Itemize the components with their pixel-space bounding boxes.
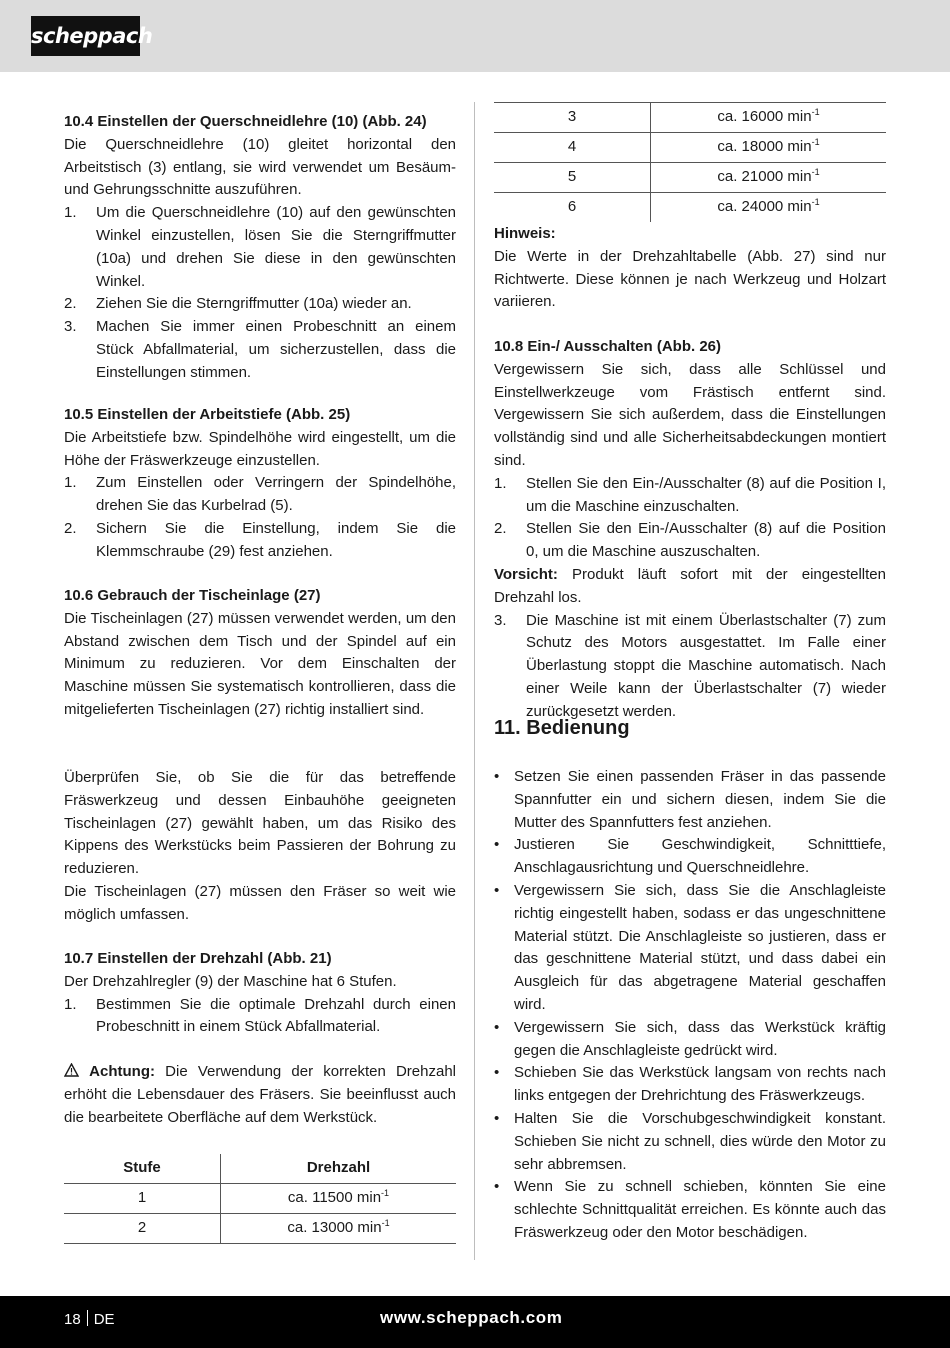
speed-cell: ca. 11500 $\min^{-1}$: [287, 1188, 390, 1207]
table-row: [494, 133, 886, 163]
section-10-8-title: 10.8 Ein-/ Ausschalten (Abb. 26): [494, 338, 721, 355]
section-10-7-title: 10.7 Einstellen der Drehzahl (Abb. 21): [64, 950, 332, 967]
warning-label: Achtung:: [89, 1063, 155, 1080]
section-10-7: [64, 948, 456, 1039]
section-10-6: [64, 585, 456, 722]
page-number: 18 DE: [64, 1311, 115, 1328]
section-10-6-cont: [64, 767, 456, 927]
list-item: 3. Machen Sie immer einen Probeschnitt an einem Stück Abfallmaterial, um sicherzustellen, dass die Einstellungen stimmen.: [64, 318, 456, 381]
warning-triangle-icon: [64, 1063, 79, 1077]
speed-table-right: [494, 102, 886, 222]
footer-bar: [0, 1296, 950, 1348]
section-11-title: 11. Bedienung: [494, 717, 630, 739]
table-row: [494, 103, 886, 133]
list-item: • Justieren Sie Geschwindigkeit, Schnitttiefe, Anschlagausrichtung und Querschneidlehre.: [494, 836, 886, 877]
list-item: 2. Ziehen Sie die Sterngriffmutter (10a) wieder an.: [64, 295, 412, 313]
list-item: • Halten Sie die Vorschubgeschwindigkeit konstant. Schieben Sie nicht zu schnell, dies würde den Motor zu sehr abbremsen.: [494, 1109, 886, 1173]
stufe-cell: 6: [494, 193, 651, 223]
hinweis-label: Hinweis:: [494, 225, 556, 242]
speed-cell: ca. 24000 $\min^{-1}$: [717, 197, 820, 216]
caution-label: Vorsicht:: [494, 565, 558, 583]
table-row: [64, 1214, 456, 1244]
warning-note: [64, 1061, 456, 1129]
list-item: • Wenn Sie zu schnell schieben, könnten Sie eine schlechte Schnittqualität erreichen. Es könnte auch das Fräswerkzeug oder den Motor beschädigen.: [494, 1178, 886, 1241]
warning-text: Die Verwendung der korrekten Drehzahl erhöht die Lebensdauer des Fräsers. Sie beeinflusst auch die bearbeitete Oberfläche auf dem Werkstück.: [64, 1063, 456, 1126]
list-item: 1. Zum Einstellen oder Verringern der Spindelhöhe, drehen Sie das Kurbelrad (5).: [64, 474, 456, 515]
list-item: 1. Stellen Sie den Ein-/Ausschalter (8) auf die Position I, um die Maschine einzuschalten.: [494, 474, 886, 515]
list-item: 2. Sichern Sie die Einstellung, indem Sie die Klemmschraube (29) fest anziehen.: [64, 519, 456, 560]
stufe-cell: 3: [494, 103, 651, 133]
table-header-stufe: Stufe: [64, 1154, 221, 1184]
section-10-6-paragraph-3: Die Tischeinlagen (27) müssen den Fräser so weit wie möglich umfassen.: [64, 882, 456, 923]
list-item: • Setzen Sie einen passenden Fräser in das passende Spannfutter ein und sichern diesen, indem Sie die Mutter des Spannfutters fest anziehen.: [494, 768, 886, 831]
section-10-6-title: 10.6 Gebrauch der Tischeinlage (27): [64, 587, 321, 604]
table-row: [494, 163, 886, 193]
list-item: • Schieben Sie das Werkstück langsam von rechts nach links entgegen der Drehrichtung des Fräswerkzeugs.: [494, 1064, 886, 1105]
list-item: 1. Bestimmen Sie die optimale Drehzahl durch einen Probeschnitt in einem Stück Abfallmaterial.: [64, 995, 456, 1036]
section-10-8: [494, 336, 886, 724]
section-10-4: [64, 111, 456, 385]
scheppach-logo: scheppach: [31, 16, 140, 56]
footer-separator: [87, 1310, 88, 1326]
section-10-5-intro: Die Arbeitstiefe bzw. Spindelhöhe wird eingestellt, um die Höhe der Fräswerkzeuge einzustellen.: [64, 428, 456, 469]
stufe-cell: 1: [64, 1184, 221, 1214]
section-10-6-paragraph-1: Die Tischeinlagen (27) müssen verwendet werden, um den Abstand zwischen dem Tisch und der Spindel auf ein Minimum zu reduzieren. Vor dem Einschalten der Maschine müssen Sie systematisch kontrollieren, dass die mitgelieferten Tischeinlagen (27) richtig installiert sind.: [64, 609, 456, 718]
speed-cell: ca. 21000 $\min^{-1}$: [717, 167, 820, 186]
website-link[interactable]: www.scheppach.com: [380, 1308, 563, 1327]
hinweis-note: [494, 223, 886, 314]
section-10-8-intro: Vergewissern Sie sich, dass alle Schlüssel und Einstellwerkzeuge vom Frästisch entfernt sind. Vergewissern Sie sich außerdem, dass die Einstellungen vollständig sind und alle Sicherheitsabdeckungen montiert sind.: [494, 360, 886, 469]
list-item: • Vergewissern Sie sich, dass Sie die Anschlagleiste richtig eingestellt haben, sodass er das ungeschnittene Material stützt. Die Anschlagleiste so justieren, dass er das geschnittene Material stützt, und dass dabei ein Ausgleich für das abgetragene Material geschaffen wird.: [494, 881, 886, 1013]
stufe-cell: 4: [494, 133, 651, 163]
table-row: [494, 193, 886, 223]
caution-note: Vorsicht: Produkt läuft sofort mit der eingestellten Drehzahl los.: [494, 565, 886, 606]
section-10-5-title: 10.5 Einstellen der Arbeitstiefe (Abb. 25): [64, 406, 351, 423]
list-item: • Vergewissern Sie sich, dass das Werkstück kräftig gegen die Anschlagleiste gedrückt wird.: [494, 1018, 886, 1059]
list-item: 2. Stellen Sie den Ein-/Ausschalter (8) auf die Position 0, um die Maschine auszuschalten.: [494, 520, 886, 561]
speed-table-left: [64, 1154, 456, 1244]
section-10-4-title: 10.4 Einstellen der Querschneidlehre (10) (Abb. 24): [64, 113, 427, 130]
stufe-cell: 5: [494, 163, 651, 193]
speed-cell: ca. 18000 $\min^{-1}$: [717, 137, 820, 156]
header-bar: [0, 0, 950, 72]
section-10-4-intro: Die Querschneidlehre (10) gleitet horizontal den Arbeitstisch (3) entlang, sie wird verwendet um Besäum- und Gehrungsschnitte auszuführen.: [64, 135, 456, 199]
list-item: 3. Die Maschine ist mit einem Überlastschalter (7) zum Schutz des Motors ausgestattet. Im Falle einer Überlastung stoppt die Maschine automatisch. Nach einer Weile kann der Überlastschalter (7) wieder zurückgesetzt werden.: [494, 611, 886, 720]
section-10-7-intro: Der Drehzahlregler (9) der Maschine hat 6 Stufen.: [64, 972, 397, 990]
section-10-6-paragraph-2: Überprüfen Sie, ob Sie die für das betreffende Fräswerkzeug und dessen Einbauhöhe geeigneten Tischeinlagen (27) gewählt haben, um das Risiko des Kippens des Werkstücks beim Passieren der Bohrung zu reduzieren.: [64, 769, 456, 878]
speed-cell: ca. 16000 $\min^{-1}$: [717, 107, 820, 126]
stufe-cell: 2: [64, 1214, 221, 1244]
hinweis-text: Die Werte in der Drehzahltabelle (Abb. 27) sind nur Richtwerte. Diese können je nach Werkzeug und Holzart variieren.: [494, 247, 886, 311]
column-divider: [474, 102, 475, 1260]
table-row: [64, 1184, 456, 1214]
speed-cell: ca. 13000 $\min^{-1}$: [287, 1218, 390, 1237]
section-11-bullets: [494, 766, 886, 1245]
section-10-5: [64, 404, 456, 564]
table-header-drehzahl: Drehzahl: [306, 1159, 371, 1177]
list-item: 1. Um die Querschneidlehre (10) auf den gewünschten Winkel einzustellen, lösen Sie die Sterngriffmutter (10a) und drehen Sie diese in den gewünschten Winkel.: [64, 204, 456, 290]
